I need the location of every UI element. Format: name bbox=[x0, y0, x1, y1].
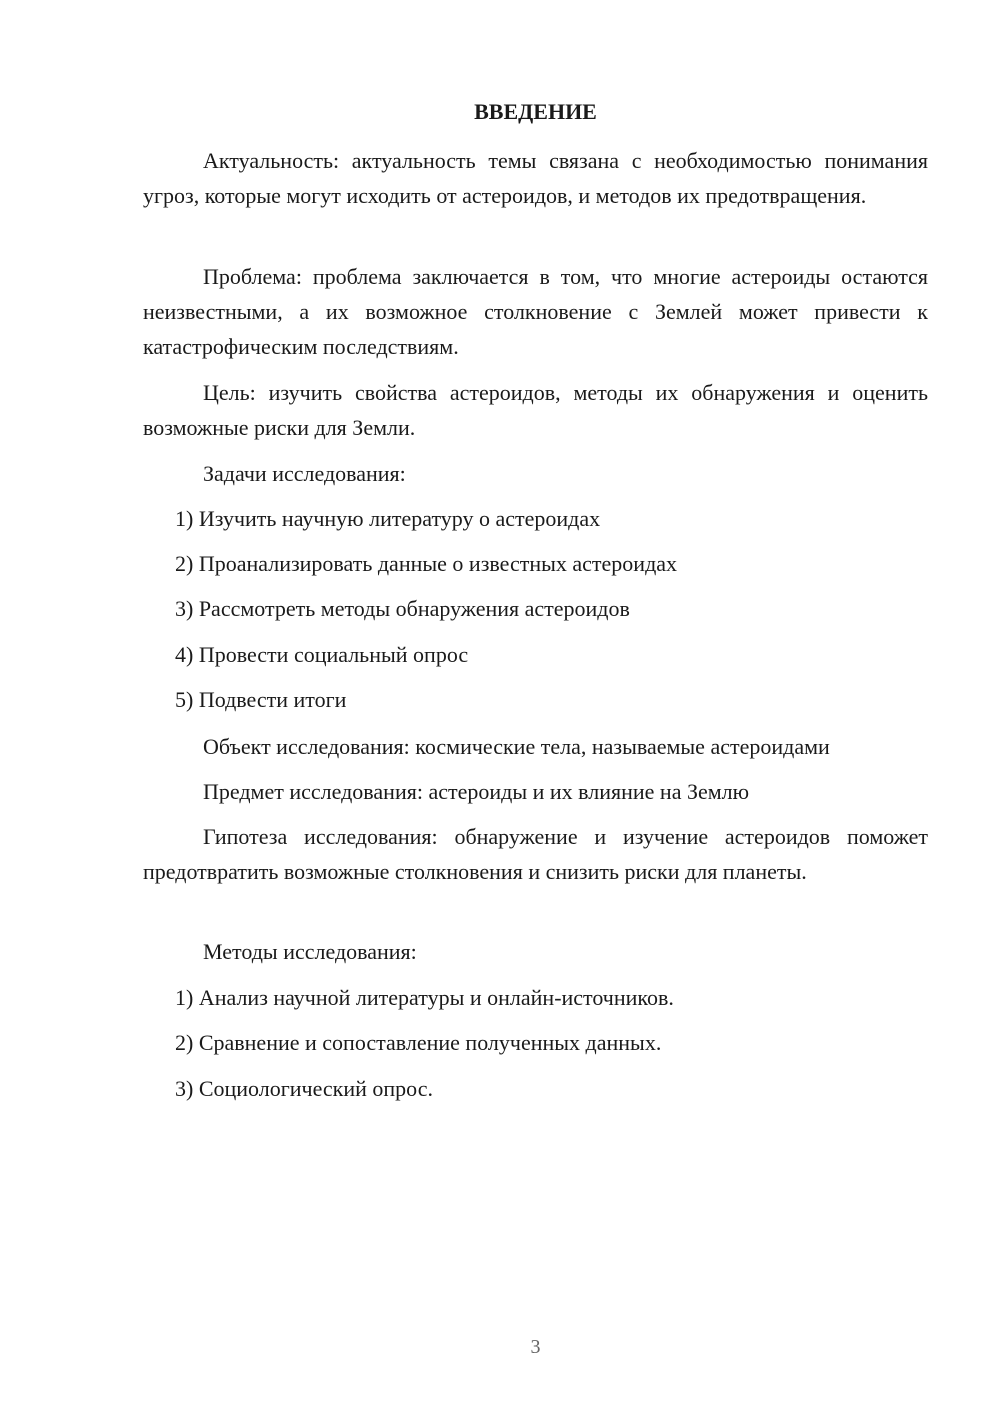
task-item-2: 2) Проанализировать данные о известных астероидах bbox=[175, 551, 678, 576]
research-subject: Предмет исследования: астероиды и их влияние на Землю bbox=[203, 779, 750, 804]
section-title: ВВЕДЕНИЕ bbox=[474, 99, 597, 124]
method-item-1: 1) Анализ научной литературы и онлайн-источников. bbox=[175, 985, 674, 1010]
tasks-heading: Задачи исследования: bbox=[203, 461, 406, 486]
document-page bbox=[143, 0, 928, 1414]
goal-paragraph: Цель: изучить свойства астероидов, методы их обнаружения и оценить возможные риски для Земли. bbox=[143, 380, 928, 440]
problem-paragraph: Проблема: проблема заключается в том, что многие астероиды остаются неизвестными, а их возможное столкновение с Землей может привести к катастрофическим последствиям. bbox=[143, 264, 928, 359]
task-item-1: 1) Изучить научную литературу о астероидах bbox=[175, 506, 601, 531]
hypothesis-paragraph: Гипотеза исследования: обнаружение и изучение астероидов поможет предотвратить возможные столкновения и снизить риски для планеты. bbox=[143, 824, 928, 884]
task-item-4: 4) Провести социальный опрос bbox=[175, 642, 469, 667]
relevance-paragraph: Актуальность: актуальность темы связана с необходимостью понимания угроз, которые могут исходить от астероидов, и методов их предотвращения. bbox=[143, 148, 928, 208]
research-object: Объект исследования: космические тела, называемые астероидами bbox=[203, 734, 830, 759]
task-item-3: 3) Рассмотреть методы обнаружения астероидов bbox=[175, 596, 630, 621]
page-number: 3 bbox=[530, 1336, 541, 1358]
method-item-2: 2) Сравнение и сопоставление полученных данных. bbox=[175, 1030, 662, 1055]
method-item-3: 3) Социологический опрос. bbox=[175, 1076, 433, 1101]
methods-heading: Методы исследования: bbox=[203, 939, 417, 964]
task-item-5: 5) Подвести итоги bbox=[175, 687, 347, 712]
